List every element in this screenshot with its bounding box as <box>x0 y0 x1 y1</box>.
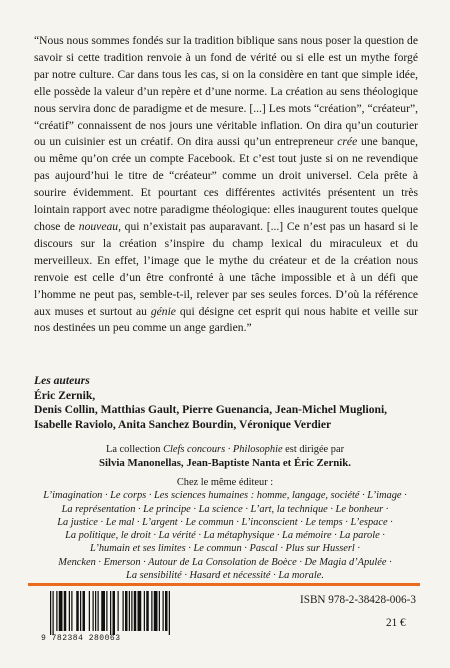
publisher-titles-line: L’imagination · Le corps · Les sciences humaines : homme, langage, société · L’image · <box>43 490 407 502</box>
collection-line <box>0 443 450 457</box>
barcode-bar <box>59 591 63 631</box>
barcode-bar <box>89 591 90 631</box>
barcode-bar <box>138 591 142 631</box>
authors-heading: Les auteurs <box>34 374 90 387</box>
quote-text-2: une banque, ou même qu’on crée un compte Facebook. Et c’est tout juste si on ne revendique pas aujourd’hui le titre de “créateur” comme un droit universel. Cela prête à sourire évidemment. Et pourtant ces différentes activités présentent un très lointain rapport avec notre paradigme théologique: elles inaugurent toutes quelque chose de <box>34 135 419 233</box>
barcode-bar <box>159 591 160 631</box>
quote-emphasis-3: génie <box>150 304 176 318</box>
barcode-bar <box>154 591 158 631</box>
barcode-bar <box>123 591 124 631</box>
collection-suffix: est dirigée par <box>282 444 345 455</box>
barcode-bar <box>113 591 116 635</box>
publisher-titles-line: L’humain et ses limites · Le commun · Pascal · Plus sur Husserl · <box>89 543 361 555</box>
barcode-bar <box>134 591 137 631</box>
barcode-bar <box>165 591 168 631</box>
barcode-bar <box>106 591 107 631</box>
barcode-bar <box>144 591 145 631</box>
barcode-bar <box>101 591 105 631</box>
barcode-bar <box>146 591 149 631</box>
barcode-bar <box>76 591 79 631</box>
barcode-bar <box>71 591 72 631</box>
quote-text-1: “Nous nous sommes fondés sur la tradition biblique sans nous poser la question de savoir si cette tradition renvoie à un fond de vérité ou si elle est un mythe forgé par notre culture. Car dans tous les cas, si on la considère en tant que simple idée, elle possède la valeur d’un repère et d’une norme. La création au sens théologique nous servira donc de paradigme et de mesure. [...] Les mots “création”, “créateur”, “créatif” connaissent de nos jours une véritable inflation. On dira qu’un couturier ou un cuisinier est un créatif. On dira aussi qu’un entrepreneur <box>34 34 418 149</box>
collection-prefix: La collection <box>105 444 164 455</box>
publisher-list <box>0 476 450 582</box>
quote-block <box>34 33 418 337</box>
barcode-bar <box>110 591 111 635</box>
quote-text-4: qui désigne cet esprit qui nous habite et veille sur nos destinées un peu comme un ange gardien.” <box>34 304 418 335</box>
collection-name: Clefs concours · Philosophie <box>163 444 283 455</box>
barcode-bar <box>169 591 170 635</box>
barcode <box>41 591 188 643</box>
barcode-bar <box>131 591 132 631</box>
barcode-bar <box>98 591 99 631</box>
authors-line: Éric Zernik, <box>34 388 96 402</box>
publisher-titles-line: La sensibilité · Hasard et nécessité · La morale. <box>126 570 324 582</box>
barcode-icon <box>41 591 188 635</box>
publisher-titles-line: La politique, le droit · La vérité · La métaphysique · La mémoire · La parole · <box>65 530 385 542</box>
publisher-intro: Chez le même éditeur : <box>176 477 274 488</box>
barcode-bar <box>83 591 86 631</box>
barcode-bar <box>56 591 57 631</box>
barcode-bar <box>118 591 119 631</box>
barcode-bar <box>151 591 152 631</box>
barcode-bar <box>129 591 130 631</box>
publisher-titles-line: La justice · Le mal · L’argent · Le commun · L’inconscient · Le temps · L’espace · <box>57 516 393 528</box>
barcode-digits: 9 782384 280063 <box>41 634 121 643</box>
barcode-bar <box>125 591 128 631</box>
publisher-titles-line: Mencken · Emerson · Autour de La Consolation de Boèce · De Magia d’Apulée · <box>58 556 392 568</box>
isbn-label: ISBN 978-2-38428-006-3 <box>300 594 416 606</box>
barcode-bar <box>95 591 96 631</box>
authors-line: Denis Collin, Matthias Gault, Pierre Guenancia, Jean-Michel Muglioni, <box>34 403 388 417</box>
barcode-bar <box>93 591 94 631</box>
orange-divider <box>28 583 420 586</box>
quote-emphasis-1: crée <box>337 135 358 149</box>
barcode-bar <box>163 591 164 631</box>
quote-emphasis-2: nouveau <box>78 219 119 233</box>
collection-directors: Silvia Manonellas, Jean-Baptiste Nanta et Éric Zernik. <box>99 456 351 469</box>
quote-text-3: , qui n’existait pas auparavant. [...] Ce n’est pas un hasard si le discours sur la création s’inspire du champ lexical du miraculeux et du merveilleux. En effet, l’image que le mythe du créateur et de la création nous renvoie est celle d’un être confronté à une tâche impossible et à un défi que l’homme ne peut pas, semble-t-il, relever par ses seules forces. D’où la référence aux muses et surtout au <box>34 219 418 318</box>
barcode-bar <box>50 591 51 635</box>
publisher-titles-line: La représentation · Le principe · La science · L’art, la technique · Le bonheur · <box>61 503 389 515</box>
authors-line: Isabelle Raviolo, Anita Sanchez Bourdin, Véronique Verdier <box>34 417 332 431</box>
barcode-bar <box>53 591 54 635</box>
barcode-bar <box>69 591 70 631</box>
barcode-bar <box>80 591 81 631</box>
collection-credit <box>0 443 450 470</box>
authors-section <box>34 374 424 432</box>
barcode-bar <box>64 591 67 631</box>
price-label: 21 € <box>386 617 406 629</box>
